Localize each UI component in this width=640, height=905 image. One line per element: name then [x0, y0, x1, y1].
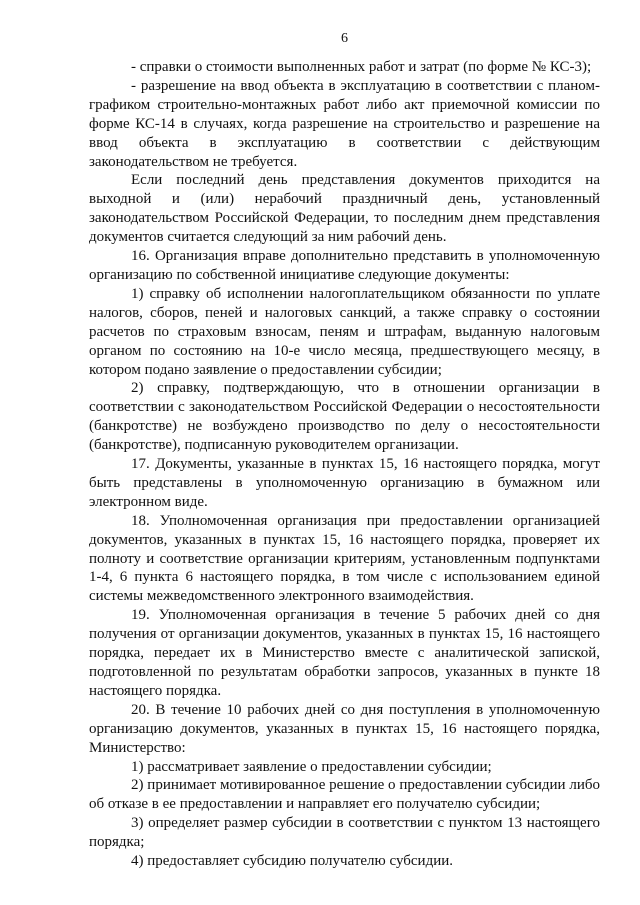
paragraph-16-1: 1) справку об исполнении налогоплательщиком обязанности по уплате налогов, сборов, пеней и налоговых санкций, а также справку о состоянии расчетов по страховым взносам, пеням и штрафам, выданную налоговым органом по состоянию на 10-е число месяца, предшествующего месяцу, в котором подано заявление о предоставлении субсидии; — [89, 285, 600, 378]
paragraph-16-2: 2) справку, подтверждающую, что в отношении организации в соответствии с законодательством Российской Федерации о несостоятельности (банкротстве) не возбуждено производство по делу о несостоятельности (банкротстве), подписанную руководителем организации. — [89, 380, 600, 454]
paragraph-20-1: 1) рассматривает заявление о предоставлении субсидии; — [131, 758, 492, 775]
paragraph-ks3: - справки о стоимости выполненных работ и затрат (по форме № КС-3); — [131, 59, 592, 75]
paragraph-16: 16. Организация вправе дополнительно представить в уполномоченную организацию по собственной инициативе следующие документы: — [89, 248, 600, 283]
paragraph-deadline: Если последний день представления документов приходится на выходной и (или) нерабочий праздничный день, установленный законодательством Российской Федерации, то последним днем представления документов считается следующий за ним рабочий день. — [89, 172, 600, 246]
paragraph-permit: - разрешение на ввод объекта в эксплуатацию в соответствии с планом-графиком строительно-монтажных работ либо акт приемочной комиссии по форме КС-14 в случаях, когда разрешение на строительство и разрешение на ввод объекта в эксплуатацию в соответствии с действующим законодательством не требуется. — [89, 77, 600, 170]
paragraph-20: 20. В течение 10 рабочих дней со дня поступления в уполномоченную организацию документов, указанных в пунктах 15, 16 настоящего порядка, Министерство: — [89, 701, 600, 756]
paragraph-17: 17. Документы, указанные в пунктах 15, 16 настоящего порядка, могут быть представлены в уполномоченную организацию в бумажном или электронном виде. — [89, 456, 600, 510]
document-page — [89, 30, 600, 871]
paragraph-18: 18. Уполномоченная организация при предоставлении организацией документов, указанных в пунктах 15, 16 настоящего порядка, проверяет их полноту и соответствие организации критериям, установленным подпунктами 1-4, 6 пункта 6 настоящего порядка, в том числе с использованием единой системы межведомственного электронного взаимодействия. — [89, 512, 600, 605]
paragraph-20-3: 3) определяет размер субсидии в соответствии с пунктом 13 настоящего порядка; — [89, 815, 600, 851]
paragraph-20-4: 4) предоставляет субсидию получателю субсидии. — [131, 853, 454, 870]
paragraph-19: 19. Уполномоченная организация в течение 5 рабочих дней со дня получения от организации документов, указанных в пунктах 15, 16 настоящего порядка, передает их в Министерство вместе с аналитической запиской, подготовленной по результатам обработки запросов, указанных в пункте 18 настоящего порядка. — [89, 607, 600, 699]
paragraph-20-2: 2) принимает мотивированное решение о предоставлении субсидии либо об отказе в ее предоставлении и направляет его получателю субсидии; — [89, 777, 600, 813]
page-number: 6 — [341, 31, 348, 46]
